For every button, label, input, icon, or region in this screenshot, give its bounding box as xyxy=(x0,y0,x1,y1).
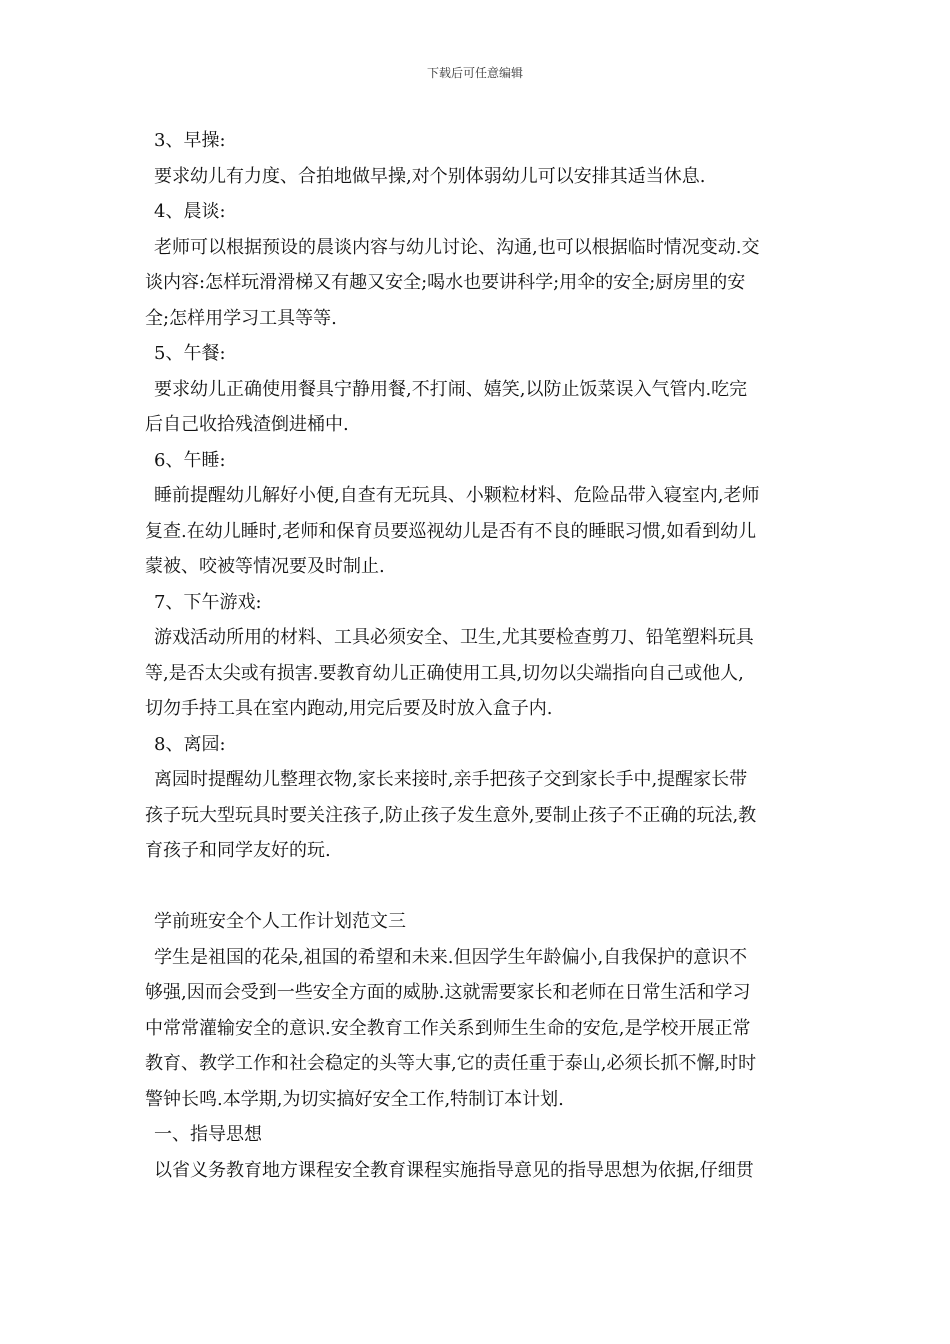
heading-afternoon-games: 7、下午游戏: xyxy=(154,591,262,613)
heading-morning-talk: 4、晨谈: xyxy=(154,201,226,222)
document-body xyxy=(145,123,810,1188)
paragraph-line: 要求幼儿有力度、合拍地做早操,对个别体弱幼儿可以安排其适当休息. xyxy=(154,165,706,187)
section-title: 学前班安全个人工作计划范文三 xyxy=(154,911,406,932)
paragraph-line: 切勿手持工具在室内跑动,用完后要及时放入盒子内. xyxy=(145,698,553,719)
blank-line xyxy=(145,869,810,905)
heading-morning-exercise: 3、早操: xyxy=(154,130,226,151)
paragraph-line: 游戏活动所用的材料、工具必须安全、卫生,尤其要检查剪刀、铅笔塑料玩具 xyxy=(154,627,754,648)
paragraph-line: 要求幼儿正确使用餐具宁静用餐,不打闹、嬉笑,以防止饭菜误入气管内.吃完 xyxy=(154,378,748,400)
paragraph-line: 育孩子和同学友好的玩. xyxy=(145,840,331,861)
paragraph-line: 离园时提醒幼儿整理衣物,家长来接时,亲手把孩子交到家长手中,提醒家长带 xyxy=(154,769,748,790)
paragraph-line: 中常常灌输安全的意识.安全教育工作关系到师生生命的安危,是学校开展正常 xyxy=(145,1017,751,1039)
paragraph-line: 睡前提醒幼儿解好小便,自查有无玩具、小颗粒材料、危险品带入寝室内,老师 xyxy=(154,485,760,506)
heading-guiding-ideology: 一、指导思想 xyxy=(154,1124,262,1145)
heading-lunch: 5、午餐: xyxy=(154,343,226,364)
heading-leaving: 8、离园: xyxy=(154,733,226,755)
paragraph-line: 全;怎样用学习工具等等. xyxy=(145,307,337,329)
paragraph-line: 警钟长鸣.本学期,为切实搞好安全工作,特制订本计划. xyxy=(145,1088,564,1110)
paragraph-line: 学生是祖国的花朵,祖国的希望和未来.但因学生年龄偏小,自我保护的意识不 xyxy=(154,946,748,968)
paragraph-line: 蒙被、咬被等情况要及时制止. xyxy=(145,556,385,577)
paragraph-line: 老师可以根据预设的晨谈内容与幼儿讨论、沟通,也可以根据临时情况变动.交 xyxy=(154,236,760,258)
paragraph-line: 教育、教学工作和社会稳定的头等大事,它的责任重于泰山,必须长抓不懈,时时 xyxy=(145,1053,757,1074)
paragraph-line: 孩子玩大型玩具时要关注孩子,防止孩子发生意外,要制止孩子不正确的玩法,教 xyxy=(145,804,757,826)
paragraph-line: 谈内容:怎样玩滑滑梯又有趣又安全;喝水也要讲科学;用伞的安全;厨房里的安 xyxy=(145,272,746,293)
paragraph-line: 复查.在幼儿睡时,老师和保育员要巡视幼儿是否有不良的睡眠习惯,如看到幼儿 xyxy=(145,520,757,542)
paragraph-line: 以省义务教育地方课程安全教育课程实施指导意见的指导思想为依据,仔细贯 xyxy=(154,1159,754,1181)
paragraph-line: 够强,因而会受到一些安全方面的威胁.这就需要家长和老师在日常生活和学习 xyxy=(145,982,751,1003)
paragraph-line: 后自己收拾残渣倒进桶中. xyxy=(145,414,349,435)
heading-nap: 6、午睡: xyxy=(154,449,226,471)
page-header: 下载后可任意编辑 xyxy=(426,66,523,80)
paragraph-line: 等,是否太尖或有损害.要教育幼儿正确使用工具,切勿以尖端指向自己或他人, xyxy=(145,662,744,684)
